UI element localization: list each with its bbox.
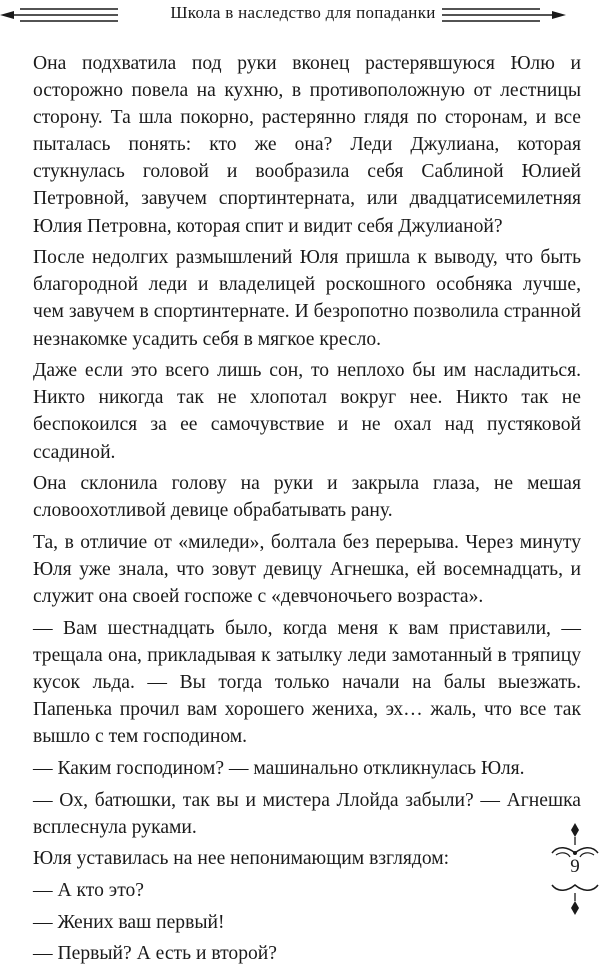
page-number: 9 (570, 856, 580, 877)
paragraph: Она подхватила под руки вконец растерявшуюся Юлю и осторожно повела на кухню, в противоположную от лестницы сторону. Та шла покорно, растерянно глядя по сторонам, и все пыталась понять: кто же она? Леди Джулиана, которая стукнулась головой и вообразила себя Саблиной Юлией Петровной, завучем спортинтерната, или двадцатисемилетняя Юлия Петровна, которая спит и видит себя Джулианой? (33, 53, 581, 237)
book-title: Школа в наследство для попаданки (170, 3, 436, 22)
paragraph: Она склонила голову на руки и закрыла глаза, не мешая словоохотливой девице обрабатывать рану. (33, 473, 581, 522)
paragraph: Юля уставилась на нее непонимающим взглядом: (33, 848, 450, 870)
paragraph: — Ох, батюшки, так вы и мистера Ллойда забыли? — Агнешка всплеснула руками. (33, 789, 581, 838)
paragraph: — Жених ваш первый! (33, 911, 225, 933)
paragraph: Даже если это всего лишь сон, то неплохо бы им насладиться. Никто никогда так не хлопотал вокруг нее. Никто так не беспокоился за ее самочувствие и не охал над пустяковой ссадиной. (33, 360, 581, 463)
paragraph: — А кто это? (33, 880, 145, 902)
paragraph: Та, в отличие от «миледи», болтала без перерыва. Через минуту Юля уже знала, что зовут девицу Агнешка, ей восемнадцать, и служит она своей госпоже с «девчоночьего возраста». (33, 531, 581, 608)
paragraph: — Первый? А есть и второй? (33, 943, 277, 965)
paragraph: После недолгих размышлений Юля пришла к выводу, что быть благородной леди и владелицей роскошного особняка лучше, чем завучем в спортинтернате. И безропотно позволила странной незнакомке усадить себя в мягкое кресло. (33, 247, 581, 350)
paragraph: — Каким господином? — машинально откликнулась Юля. (33, 757, 525, 779)
header-ornament-right-icon (440, 4, 566, 26)
body-text (33, 50, 581, 972)
paragraph: — Вам шестнадцать было, когда меня к вам приставили, — трещала она, прикладывая к затылку леди замотанный в тряпицу кусок льда. — Вы тогда только начали на балы выезжать. Папенька прочил вам хорошего жениха, эх… жаль, что все так вышло с тем господином. (33, 617, 581, 748)
running-header (0, 0, 606, 34)
